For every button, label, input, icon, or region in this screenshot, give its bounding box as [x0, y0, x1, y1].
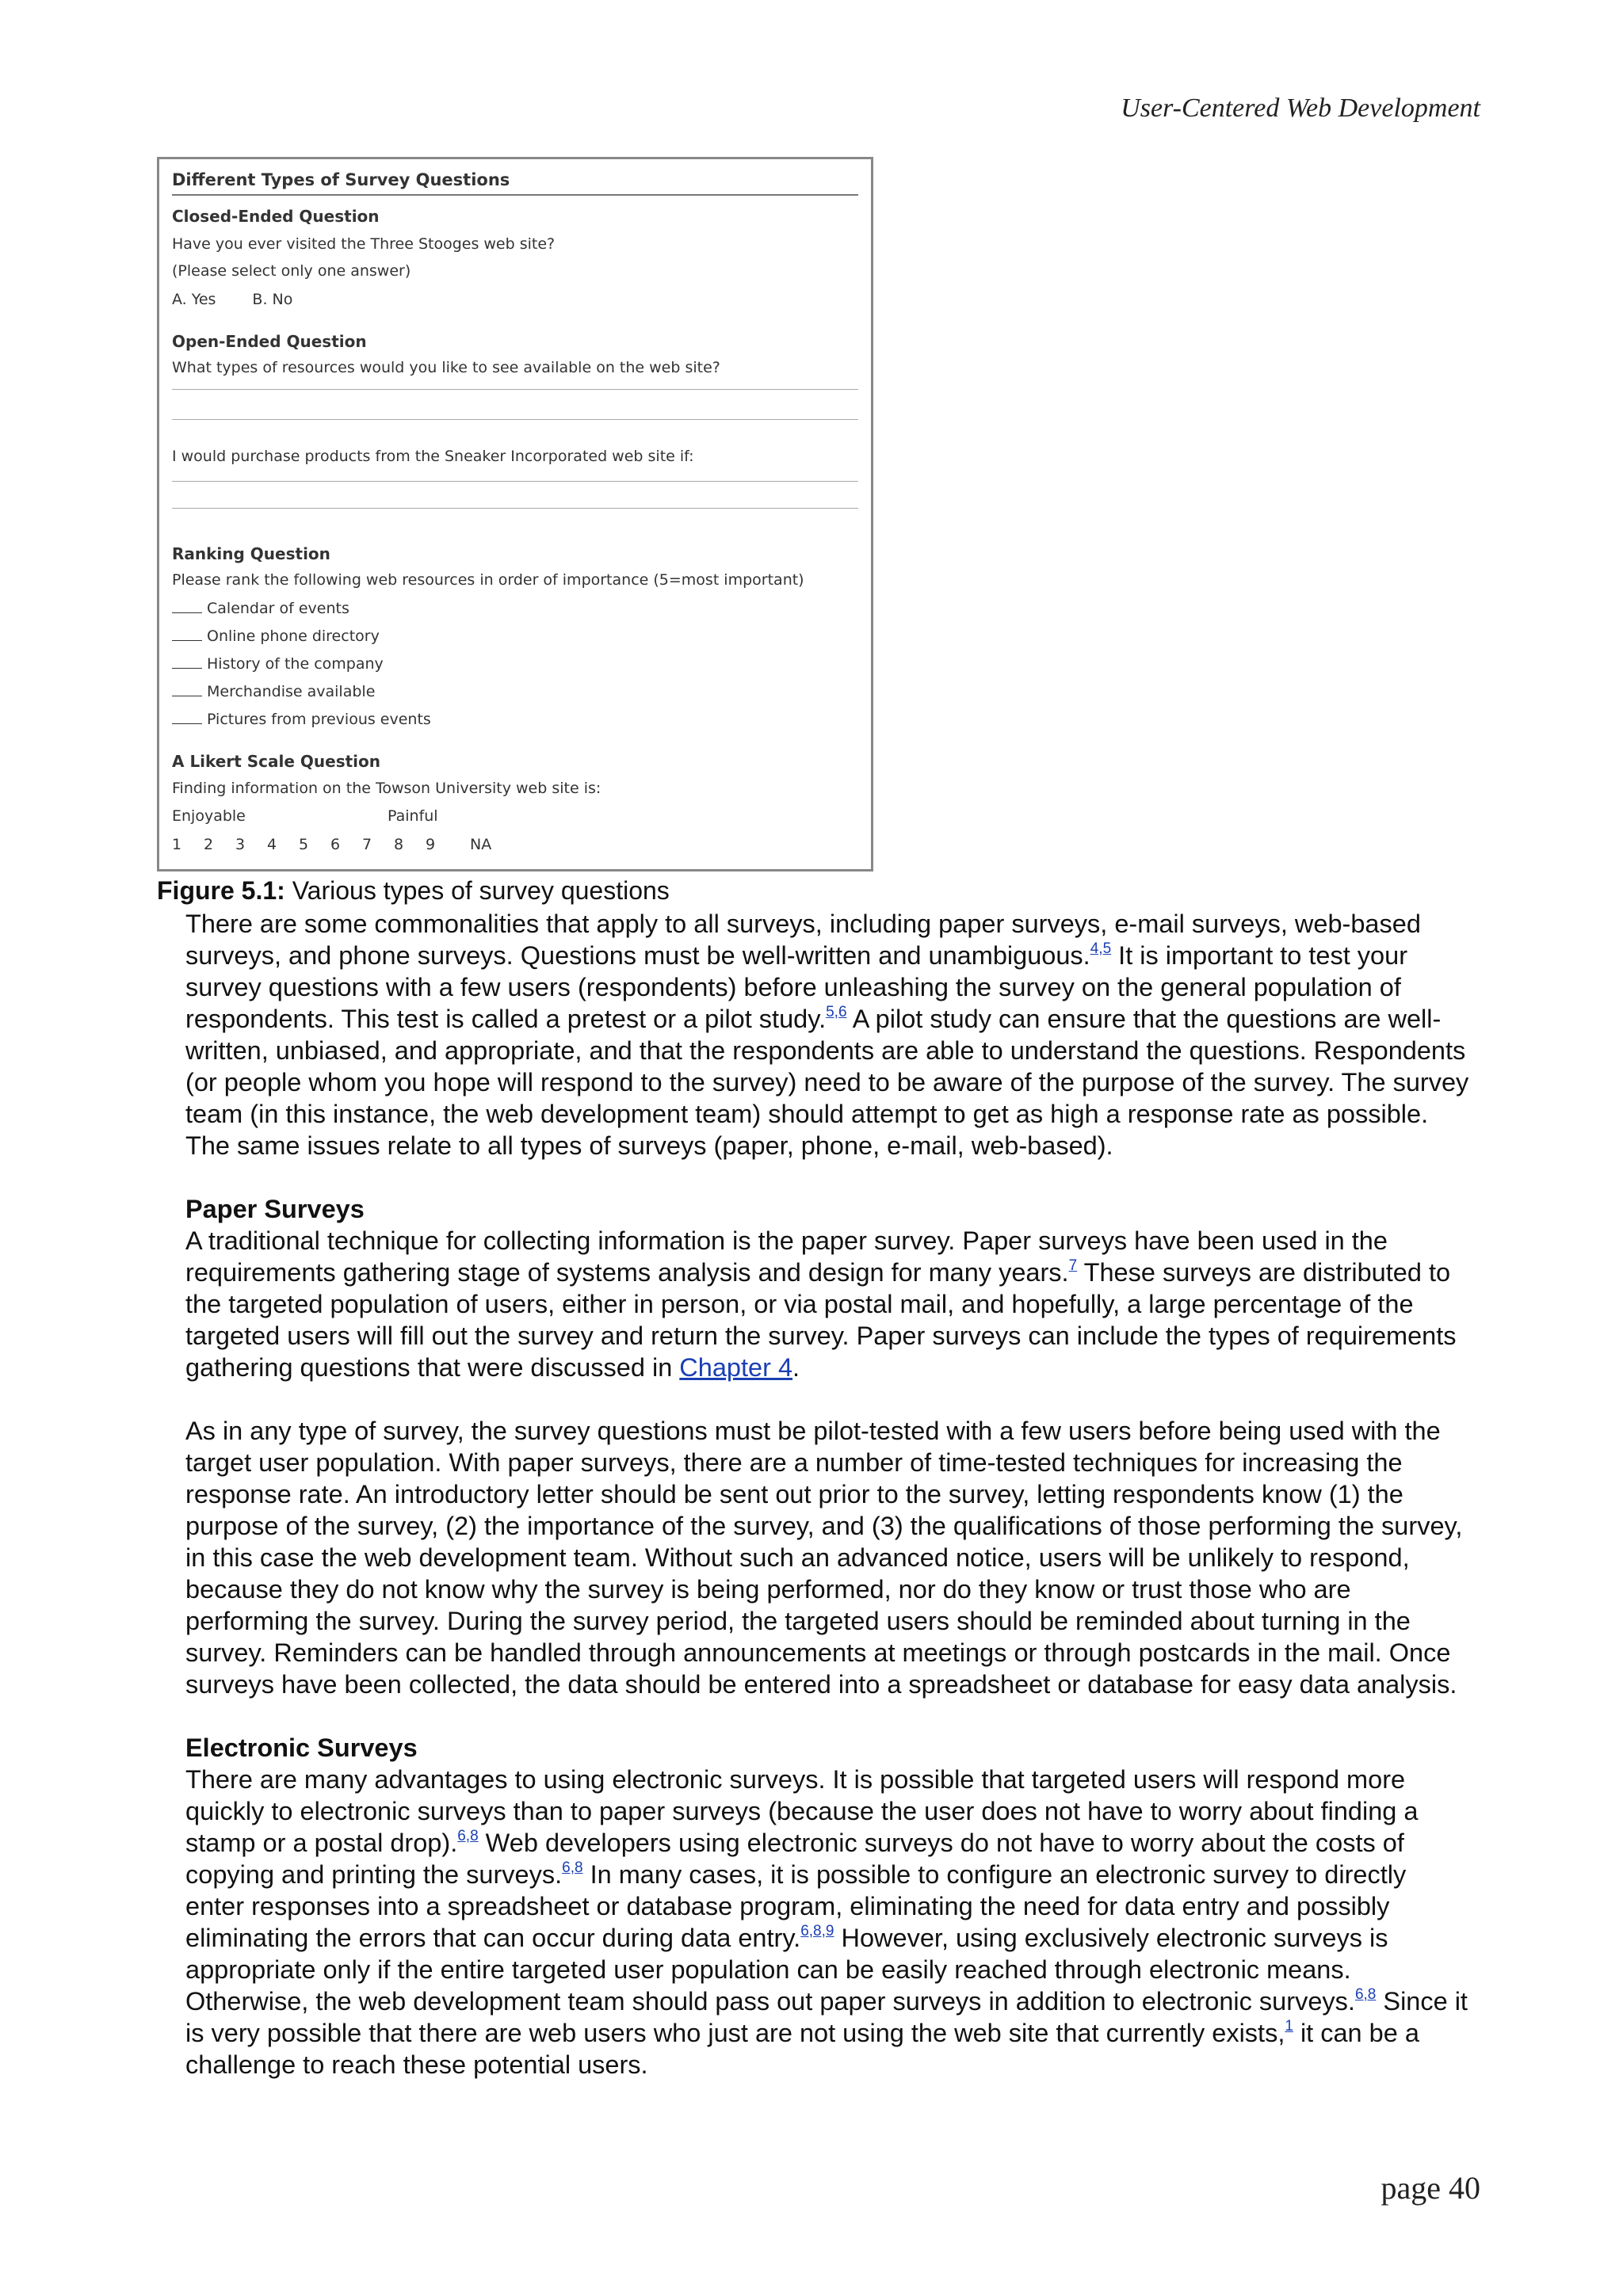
closed-question-note: (Please select only one answer)	[172, 262, 411, 280]
citation-link[interactable]: 6,8	[562, 1859, 583, 1876]
caption-label: Figure 5.1:	[157, 876, 285, 905]
paragraph-electronic-surveys: There are many advantages to using electronic surveys. It is possible that targeted users will respond more quickly to electronic surveys than to paper surveys (because the user does not have to worry about finding a stamp or a postal drop).$^{6,8}$ Web developers using electronic surveys do not have to worry about the costs of copying and printing the surveys.$^{6,8}$ In many cases, it is possible to configure an electronic survey to directly enter responses into a spreadsheet or database program, eliminating the need for data entry and possibly eliminating the errors that can occur during data entry.$^{6,8,9}$ However, using exclusively electronic surveys is appropriate only if the entire targeted user population can be easily reached through electronic means. Otherwise, the web development team should pass out paper surveys in addition to electronic surveys.$^{6,8}$ Since it is very possible that there are web users who just are not using the web site that currently exists,$^1$ it can be a challenge to reach these potential users.	[185, 1765, 1468, 2079]
open-question-heading: Open-Ended Question	[172, 332, 367, 351]
chapter-link[interactable]: Chapter 4	[679, 1353, 793, 1382]
answer-line	[172, 419, 858, 420]
citation-link[interactable]: 4,5	[1090, 940, 1112, 957]
closed-question-heading: Closed-Ended Question	[172, 207, 380, 226]
closed-question-text: Have you ever visited the Three Stooges web site?	[172, 235, 556, 253]
figure-survey-questions	[157, 157, 873, 871]
ranking-item: Merchandise available	[172, 683, 375, 700]
page-number: page 40	[1381, 2170, 1480, 2206]
closed-question-options	[172, 291, 292, 308]
citation-link[interactable]: 6,8	[1354, 1986, 1377, 2003]
ranking-item: History of the company	[172, 655, 384, 673]
ranking-question-heading: Ranking Question	[172, 544, 330, 563]
ranking-item: Online phone directory	[172, 627, 380, 645]
citation-link[interactable]: 1	[1285, 2018, 1293, 2035]
answer-line	[172, 481, 858, 482]
likert-question-text: Finding information on the Towson University web site is:	[172, 780, 601, 797]
likert-anchor-left: Enjoyable	[172, 807, 246, 825]
paragraph-paper-surveys: A traditional technique for collecting information is the paper survey. Paper surveys have been used in the requirements gathering stage of systems analysis and design for many years.$^7$ These surveys are distributed to the targeted population of users, either in person, or via postal mail, and hopefully, a large percentage of the targeted users will fill out the survey and return the survey. Paper surveys can include the types of requirements gathering questions that were discussed in Chapter 4.	[185, 1226, 1457, 1382]
caption-text: Various types of survey questions	[292, 876, 670, 905]
likert-question-heading: A Likert Scale Question	[172, 752, 380, 771]
open-question-1: What types of resources would you like to see available on the web site?	[172, 359, 720, 376]
open-question-2: I would purchase products from the Sneaker Incorporated web site if:	[172, 448, 694, 465]
figure-title: Different Types of Survey Questions	[172, 170, 858, 196]
answer-line	[172, 508, 858, 509]
citation-link[interactable]: 6,8,9	[800, 1923, 834, 1939]
ranking-item: Calendar of events	[172, 600, 349, 617]
running-header: User-Centered Web Development	[1121, 93, 1480, 123]
body-text	[185, 908, 1469, 2081]
answer-line	[172, 389, 858, 390]
paragraph-commonalities: There are some commonalities that apply to all surveys, including paper surveys, e-mail surveys, web-based surveys, and phone surveys. Questions must be well-written and unambiguous.$^{4,5}$ It is important to test your survey questions with a few users (respondents) before unleashing the survey on the general population of respondents. This test is called a pretest or a pilot study.$^{5,6}$ A pilot study can ensure that the questions are well-written, unbiased, and appropriate, and that the respondents are able to understand the questions. Respondents (or people whom you hope will respond to the survey) need to be aware of the purpose of the survey. The survey team (in this instance, the web development team) should attempt to get as high a response rate as possible. The same issues relate to all types of surveys (paper, phone, e-mail, web-based).	[185, 910, 1469, 1160]
option-a: A. Yes	[172, 291, 216, 308]
citation-link[interactable]: 5,6	[826, 1004, 847, 1020]
section-heading-paper-surveys: Paper Surveys	[185, 1195, 365, 1223]
ranking-question-text: Please rank the following web resources in order of importance (5=most important)	[172, 571, 804, 589]
likert-anchor-right: Painful	[388, 807, 438, 825]
paragraph-pilot-testing: As in any type of survey, the survey questions must be pilot-tested with a few users before being used with the target user population. With paper surveys, there are a number of time-tested techniques for increasing the response rate. An introductory letter should be sent out prior to the survey, letting respondents know (1) the purpose of the survey, (2) the importance of the survey, and (3) the qualifications of those performing the survey, in this case the web development team. Without such an advanced notice, users will be unlikely to respond, because they do not know why the survey is being performed, nor do they know or trust those who are performing the survey. During the survey period, the targeted users should be reminded about turning in the survey. Reminders can be handled through announcements at meetings or through postcards in the mail. Once surveys have been collected, the data should be entered into a spreadsheet or database for easy data analysis.	[185, 1417, 1463, 1699]
section-heading-electronic-surveys: Electronic Surveys	[185, 1733, 418, 1762]
figure-caption	[157, 876, 670, 906]
ranking-item: Pictures from previous events	[172, 711, 431, 728]
option-b: B. No	[252, 291, 293, 308]
likert-scale: 1 2 3 4 5 6 7 8 9 NA	[172, 836, 492, 853]
citation-link[interactable]: 7	[1068, 1257, 1078, 1274]
citation-link[interactable]: 6,8	[457, 1828, 479, 1844]
